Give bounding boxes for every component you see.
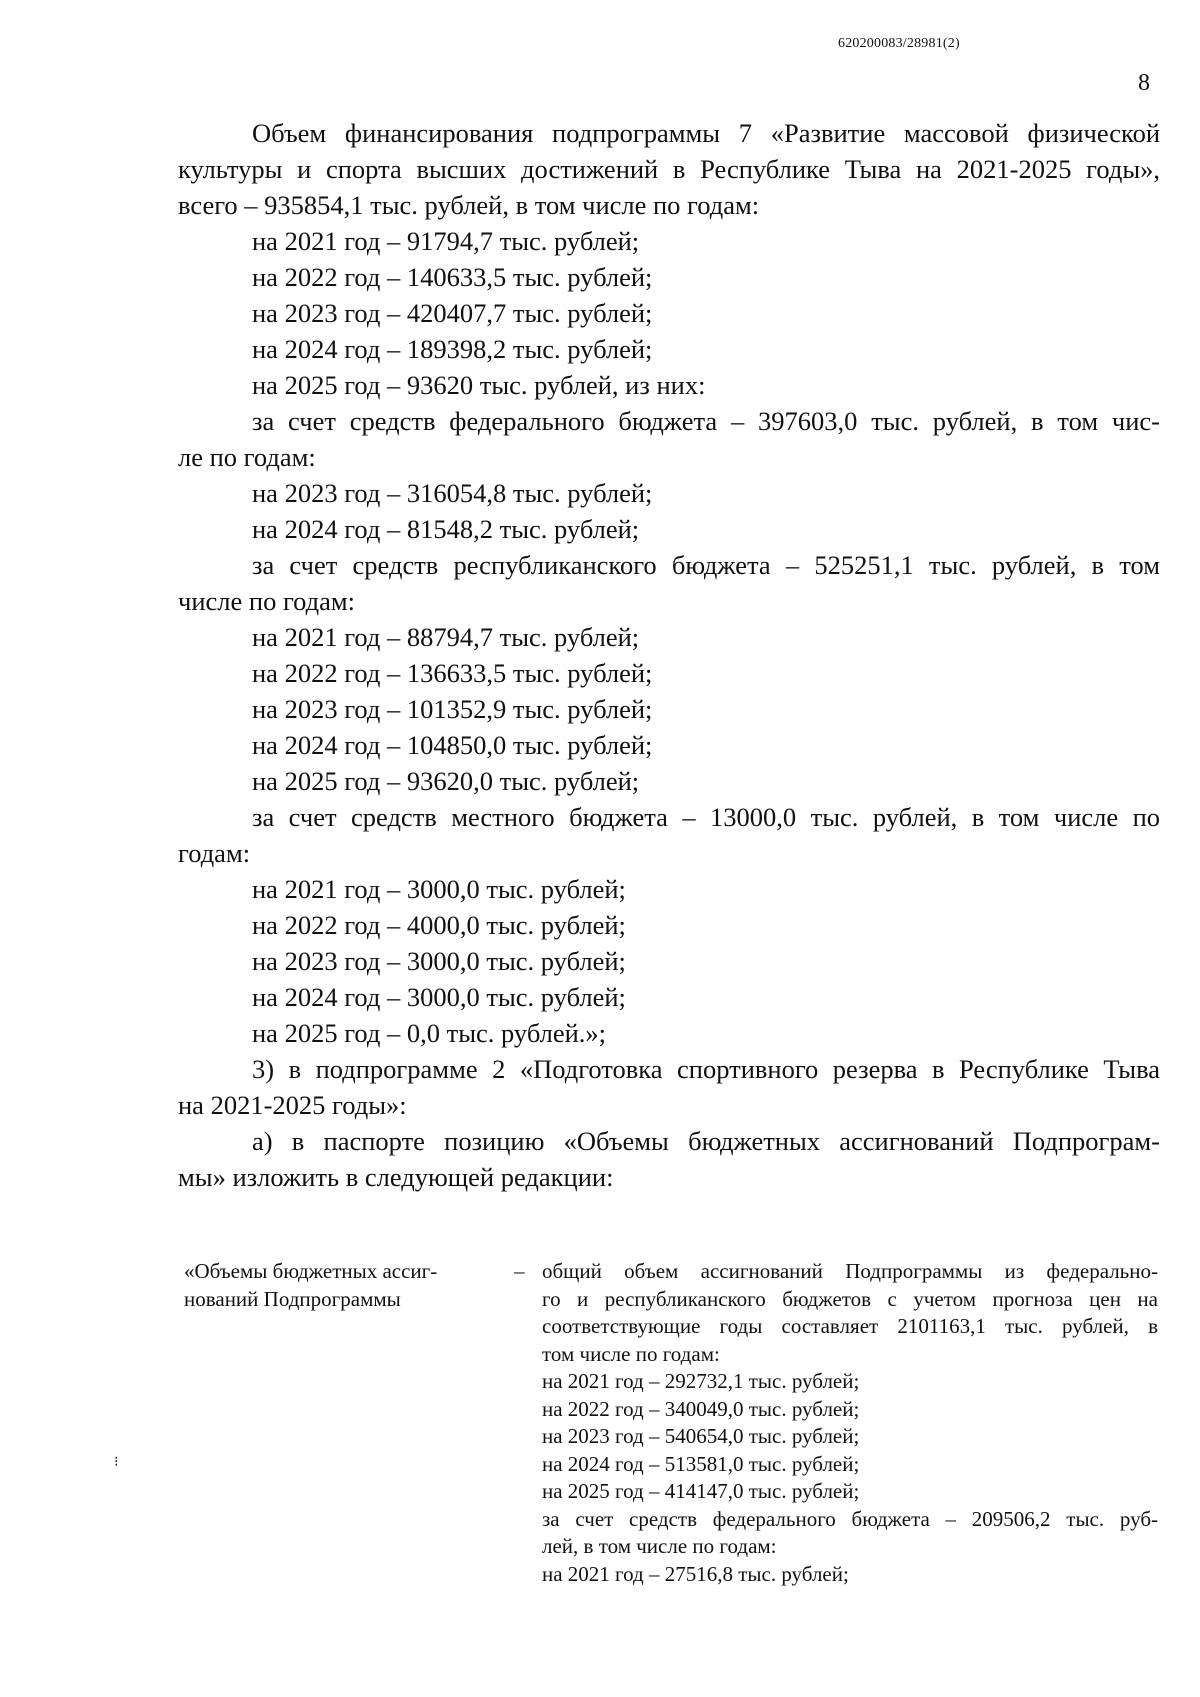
paragraph-line: всего – 935854,1 тыс. рублей, в том числе по годам: xyxy=(178,190,760,220)
passport-label-line: «Объемы бюджетных ассиг- xyxy=(184,1259,438,1283)
passport-value-line: на 2021 год – 292732,1 тыс. рублей; xyxy=(542,1369,860,1393)
year-line: на 2023 год – 316054,8 тыс. рублей; xyxy=(252,478,653,508)
year-line: на 2022 год – 4000,0 тыс. рублей; xyxy=(252,910,626,940)
year-line: на 2025 год – 93620 тыс. рублей, из них: xyxy=(252,370,706,400)
paragraph-line: на 2021-2025 годы»: xyxy=(178,1090,407,1120)
passport-value-line: на 2025 год – 414147,0 тыс. рублей; xyxy=(542,1479,860,1503)
year-line: на 2024 год – 104850,0 тыс. рублей; xyxy=(252,730,653,760)
passport-value-line: на 2022 год – 340049,0 тыс. рублей; xyxy=(542,1396,860,1421)
year-line: на 2025 год – 93620,0 тыс. рублей; xyxy=(252,766,640,796)
year-line: на 2023 год – 420407,7 тыс. рублей; xyxy=(252,298,653,328)
body-text xyxy=(178,115,1160,1195)
passport-dash: – xyxy=(514,1259,525,1283)
passport-value-line: том числе по годам: xyxy=(542,1341,720,1366)
year-line: на 2025 год – 0,0 тыс. рублей.»; xyxy=(252,1018,607,1048)
paragraph-line: ле по годам: xyxy=(178,442,316,472)
year-line: на 2021 год – 3000,0 тыс. рублей; xyxy=(252,874,626,904)
paragraph-line: Объем финансирования подпрограммы 7 «Развитие массовой физической xyxy=(252,118,1160,148)
paragraph-line: за счет средств местного бюджета – 13000,0 тыс. рублей, в том числе по xyxy=(252,802,1160,832)
page-number: 8 xyxy=(1138,70,1150,96)
passport-label-line: нований Подпрограммы xyxy=(184,1286,401,1311)
year-line: на 2024 год – 81548,2 тыс. рублей; xyxy=(252,514,640,544)
year-line: на 2022 год – 140633,5 тыс. рублей; xyxy=(252,262,653,292)
passport-value-line: лей, в том числе по годам: xyxy=(542,1534,777,1558)
paragraph-line: за счет средств республиканского бюджета – 525251,1 тыс. рублей, в том xyxy=(252,550,1160,580)
year-line: на 2024 год – 3000,0 тыс. рублей; xyxy=(252,982,626,1012)
paragraph-line: а) в паспорте позицию «Объемы бюджетных ассигнований Подпрограм- xyxy=(252,1126,1160,1156)
margin-mark: ⁝ xyxy=(114,1455,119,1470)
year-line: на 2023 год – 3000,0 тыс. рублей; xyxy=(252,946,626,976)
passport-position-value xyxy=(542,1258,1158,1588)
paragraph-line: числе по годам: xyxy=(178,586,356,616)
passport-value-line: за счет средств федерального бюджета – 209506,2 тыс. руб- xyxy=(542,1506,1158,1531)
paragraph-line: годам: xyxy=(178,838,251,868)
paragraph-line: мы» изложить в следующей редакции: xyxy=(178,1162,614,1192)
paragraph-line: культуры и спорта высших достижений в Республике Тыва на 2021-2025 годы», xyxy=(178,154,1160,184)
passport-value-line: соответствующие годы составляет 2101163,1 тыс. рублей, в xyxy=(542,1314,1158,1338)
passport-value-line: общий объем ассигнований Подпрограммы из федерально- xyxy=(542,1259,1158,1283)
passport-value-line: на 2021 год – 27516,8 тыс. рублей; xyxy=(542,1561,849,1586)
document-id: 620200083/28981(2) xyxy=(838,36,960,51)
year-line: на 2021 год – 88794,7 тыс. рублей; xyxy=(252,622,640,652)
year-line: на 2024 год – 189398,2 тыс. рублей; xyxy=(252,334,653,364)
passport-value-line: го и республиканского бюджетов с учетом прогноза цен на xyxy=(542,1286,1158,1311)
year-line: на 2022 год – 136633,5 тыс. рублей; xyxy=(252,658,653,688)
year-line: на 2023 год – 101352,9 тыс. рублей; xyxy=(252,694,653,724)
paragraph-line: за счет средств федерального бюджета – 397603,0 тыс. рублей, в том чис- xyxy=(252,406,1160,436)
year-line: на 2021 год – 91794,7 тыс. рублей; xyxy=(252,226,640,256)
passport-position-label xyxy=(184,1258,514,1313)
passport-value-line: на 2024 год – 513581,0 тыс. рублей; xyxy=(542,1451,860,1476)
paragraph-line: 3) в подпрограмме 2 «Подготовка спортивного резерва в Республике Тыва xyxy=(252,1054,1160,1084)
passport-value-line: на 2023 год – 540654,0 тыс. рублей; xyxy=(542,1424,860,1448)
